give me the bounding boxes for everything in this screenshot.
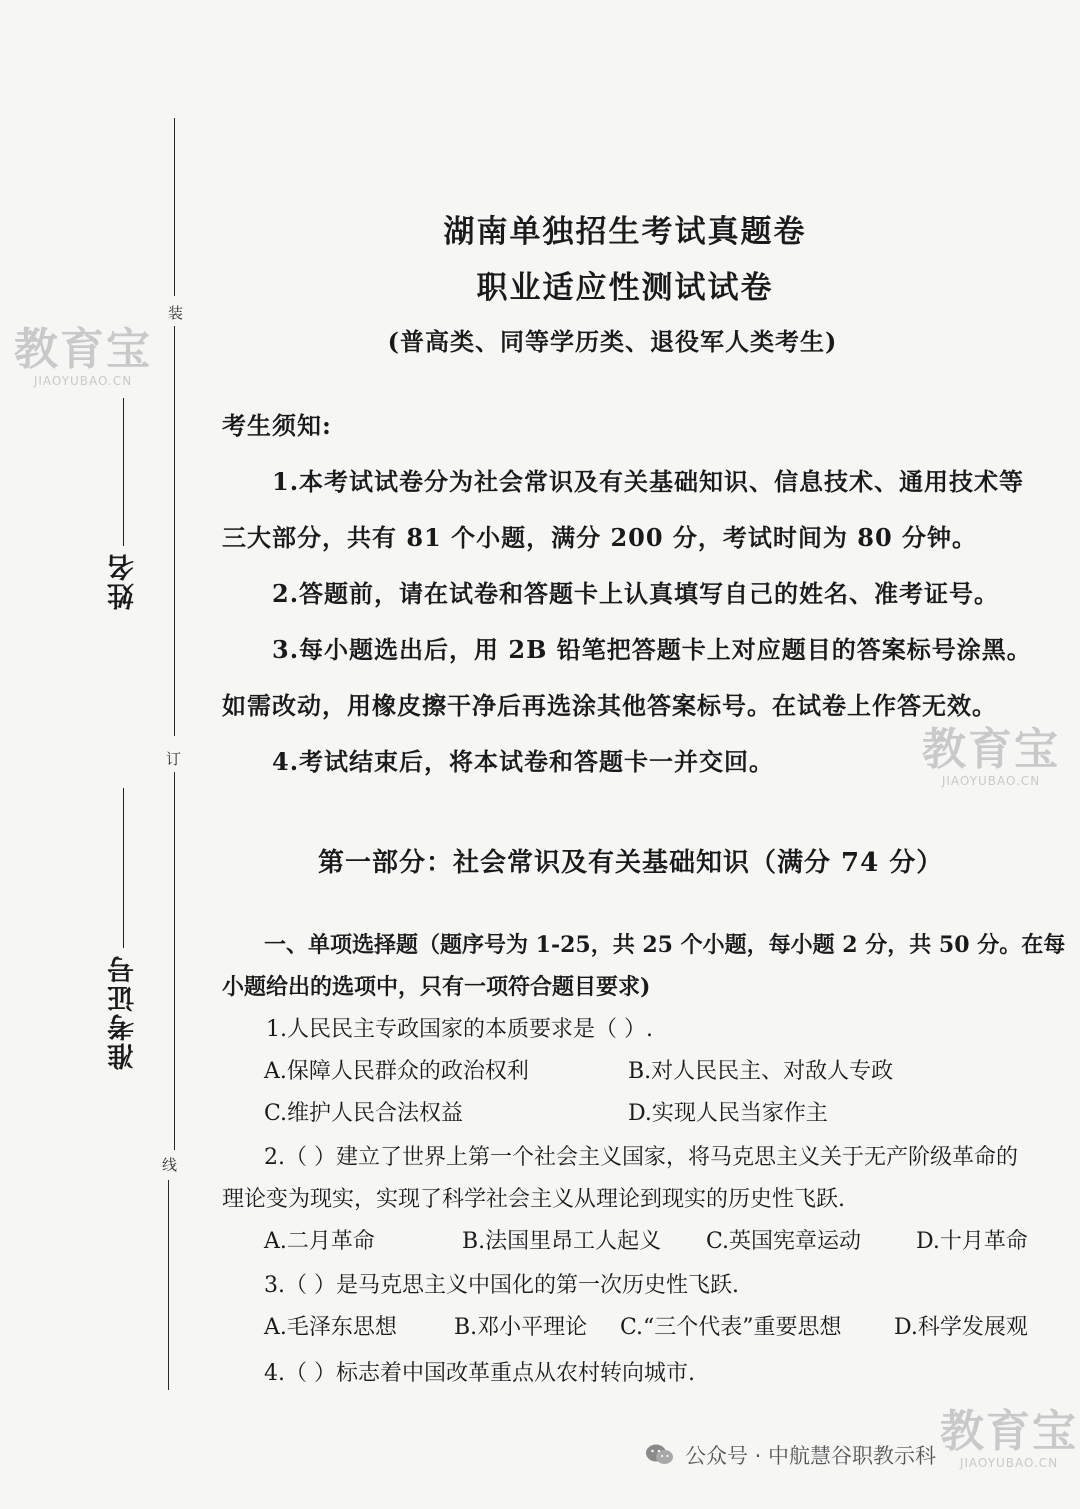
- binding-line-mid1: [174, 326, 175, 736]
- question-3-option-a[interactable]: A.毛泽东思想: [264, 1315, 397, 1340]
- exam-title: 湖南单独招生考试真题卷: [443, 214, 807, 250]
- name-underline: [123, 398, 124, 546]
- name-field[interactable]: [104, 398, 143, 610]
- notice-line: 4.考试结束后，将本试卷和答题卡一并交回。: [272, 747, 775, 776]
- binding-char-ding: 订: [166, 750, 182, 768]
- notice-line: 如需改动，用橡皮擦干净后再选涂其他答案标号。在试卷上作答无效。: [222, 691, 997, 720]
- watermark-bottom: [940, 1406, 1078, 1470]
- exam-subtitle: 职业适应性测试试卷: [476, 270, 774, 306]
- question-2-option-b[interactable]: B.法国里昂工人起义: [462, 1229, 662, 1254]
- question-2-option-a[interactable]: A.二月革命: [264, 1229, 375, 1254]
- section-title: 第一部分：社会常识及有关基础知识（满分 74 分）: [318, 848, 944, 878]
- question-3-option-b[interactable]: B.邓小平理论: [454, 1315, 588, 1340]
- question-2-option-d[interactable]: D.十月革命: [916, 1229, 1028, 1254]
- question-2-stem: 2.（ ）建立了世界上第一个社会主义国家，将马克思主义关于无产阶级革命的: [264, 1145, 1018, 1170]
- watermark-domain: JIAOYUBAO.CN: [941, 774, 1041, 788]
- wechat-icon: [645, 1443, 675, 1467]
- name-label: 姓名: [108, 552, 139, 610]
- section-instructions: 小题给出的选项中，只有一项符合题目要求): [222, 974, 651, 1000]
- exam-id-field[interactable]: [104, 788, 143, 1070]
- question-1-stem: 1.人民民主专政国家的本质要求是（ ）.: [266, 1017, 653, 1042]
- watermark-domain: JIAOYUBAO.CN: [33, 374, 133, 388]
- question-4-stem: 4.（ ）标志着中国改革重点从农村转向城市.: [264, 1361, 695, 1386]
- question-2-stem-cont: 理论变为现实，实现了科学社会主义从理论到现实的历史性飞跃.: [222, 1187, 845, 1212]
- notice-line: 1.本考试试卷分为社会常识及有关基础知识、信息技术、通用技术等: [272, 467, 1025, 496]
- footer-account[interactable]: [645, 1440, 936, 1470]
- notice-line: 2.答题前，请在试卷和答题卡上认真填写自己的姓名、准考证号。: [272, 579, 1000, 608]
- question-1-option-a[interactable]: A.保障人民群众的政治权利: [264, 1059, 529, 1084]
- binding-char-xian: 线: [162, 1156, 178, 1174]
- question-1-option-c[interactable]: C.维护人民合法权益: [264, 1101, 464, 1126]
- question-3-stem: 3.（ ）是马克思主义中国化的第一次历史性飞跃.: [264, 1273, 739, 1298]
- watermark-domain: JIAOYUBAO.CN: [959, 1456, 1059, 1470]
- question-3-option-c[interactable]: C.“三个代表”重要思想: [620, 1315, 842, 1340]
- footer-text: 公众号 · 中航慧谷职教示科: [685, 1444, 937, 1468]
- watermark-right: [922, 724, 1060, 788]
- watermark-logo-text: 教育宝: [940, 1406, 1078, 1457]
- binding-char-zhuang: 装: [168, 304, 184, 322]
- exam-id-underline: [123, 788, 124, 948]
- question-3-option-d[interactable]: D.科学发展观: [894, 1315, 1028, 1340]
- notice-heading: 考生须知:: [222, 411, 332, 440]
- question-1-option-d[interactable]: D.实现人民当家作主: [628, 1101, 828, 1126]
- question-1-option-b[interactable]: B.对人民民主、对敌人专政: [628, 1059, 894, 1084]
- watermark-logo-text: 教育宝: [14, 324, 152, 375]
- watermark-logo-text: 教育宝: [922, 724, 1060, 775]
- notice-line: 三大部分，共有 81 个小题，满分 200 分，考试时间为 80 分钟。: [222, 523, 978, 552]
- notice-line: 3.每小题选出后，用 2B 铅笔把答题卡上对应题目的答案标号涂黑。: [272, 635, 1032, 664]
- section-instructions: 一、单项选择题（题序号为 1-25，共 25 个小题，每小题 2 分，共 50 分。在每: [264, 932, 1066, 958]
- binding-line-bottom: [168, 1180, 169, 1390]
- candidate-types: (普高类、同等学历类、退役军人类考生): [387, 327, 838, 356]
- binding-line-mid2: [174, 772, 175, 1150]
- question-2-option-c[interactable]: C.英国宪章运动: [706, 1229, 862, 1254]
- exam-id-label: 准考证号: [108, 954, 139, 1070]
